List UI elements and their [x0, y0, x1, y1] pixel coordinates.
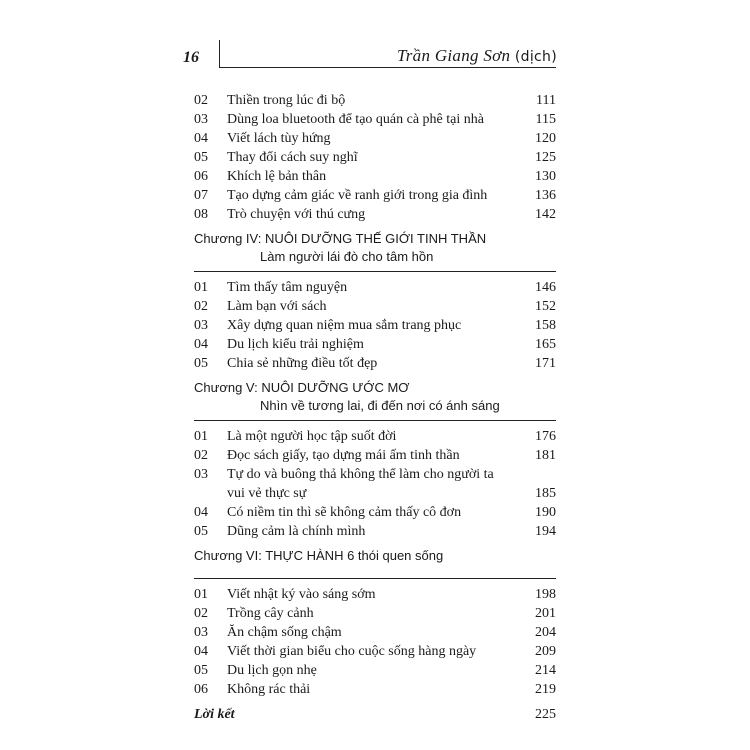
- entry-number: 05: [194, 524, 208, 539]
- toc-row: [194, 129, 556, 148]
- entry-title: Tạo dựng cảm giác về ranh giới trong gia đình: [227, 188, 488, 203]
- toc-row: [194, 465, 556, 484]
- entry-title: Không rác thải: [227, 682, 311, 697]
- toc-row: [194, 316, 556, 335]
- entry-page: 214: [535, 663, 556, 678]
- entry-title: Làm bạn với sách: [227, 299, 327, 314]
- entry-page: 115: [535, 112, 556, 127]
- entry-page: 176: [535, 429, 556, 444]
- author-name: Trần Giang Sơn: [396, 46, 511, 65]
- chapter-heading: [194, 541, 556, 573]
- outro-page: 225: [535, 707, 556, 722]
- entry-number: 05: [194, 150, 208, 165]
- toc-row: [194, 354, 556, 373]
- entry-page: 111: [536, 93, 556, 108]
- entry-page: 204: [535, 625, 556, 640]
- toc-row: [194, 585, 556, 604]
- entry-title: Viết nhật ký vào sáng sớm: [227, 587, 376, 602]
- page-number: 16: [183, 49, 199, 66]
- entry-page: 152: [535, 299, 556, 314]
- entry-page: [520, 465, 556, 484]
- entry-title: Đọc sách giấy, tạo dựng mái ấm tinh thần: [227, 448, 460, 463]
- entry-title: Tự do và buông thả không thể làm cho người ta: [227, 467, 494, 482]
- chapter-heading: [194, 373, 556, 415]
- toc-row: [194, 91, 556, 110]
- entry-title: Chia sẻ những điều tốt đẹp: [227, 356, 378, 371]
- entry-page: 136: [535, 188, 556, 203]
- entry-title: Dùng loa bluetooth để tạo quán cà phê tại nhà: [227, 112, 484, 127]
- entry-number: 02: [194, 606, 208, 621]
- toc-row: [194, 522, 556, 541]
- entry-title: vui vẻ thực sự: [227, 486, 307, 501]
- entry-title: Du lịch kiểu trải nghiệm: [227, 337, 364, 352]
- entry-number: 06: [194, 682, 208, 697]
- entry-title: Thay đổi cách suy nghĩ: [227, 150, 358, 165]
- toc-row: [194, 186, 556, 205]
- header-rule: [219, 67, 556, 68]
- entry-number: 03: [194, 112, 208, 127]
- header-title: [397, 46, 557, 66]
- entry-page: 181: [535, 448, 556, 463]
- entry-title: Khích lệ bản thân: [227, 169, 327, 184]
- entry-page: 209: [535, 644, 556, 659]
- entry-number: 02: [194, 93, 208, 108]
- entry-title: Tìm thấy tâm nguyện: [227, 280, 348, 295]
- entry-title: Có niềm tin thì sẽ không cảm thấy cô đơn: [227, 505, 462, 520]
- entry-page: 219: [535, 682, 556, 697]
- chapter-divider: [194, 420, 556, 421]
- entry-number: 01: [194, 587, 208, 602]
- entry-page: 194: [535, 524, 556, 539]
- entry-number: 05: [194, 663, 208, 678]
- entry-page: 146: [535, 280, 556, 295]
- chapter-title: Chương VI: THỰC HÀNH 6 thói quen sống: [194, 548, 444, 563]
- entry-page: 125: [535, 150, 556, 165]
- toc-row: [194, 297, 556, 316]
- entry-title: Xây dựng quan niệm mua sắm trang phục: [227, 318, 462, 333]
- outro-title: Lời kết: [194, 707, 235, 722]
- chapter-divider: [194, 578, 556, 579]
- entry-page: 130: [535, 169, 556, 184]
- toc-row: [194, 427, 556, 446]
- chapter-subtitle: Làm người lái đò cho tâm hồn: [260, 249, 434, 264]
- entry-page: 190: [535, 505, 556, 520]
- toc-row: [194, 110, 556, 129]
- chapter-heading: [194, 224, 556, 266]
- entry-number: 03: [194, 318, 208, 333]
- toc-row: [194, 604, 556, 623]
- entry-title: Du lịch gọn nhẹ: [227, 663, 317, 678]
- entry-title: Ăn chậm sống chậm: [227, 625, 342, 640]
- entry-page: 171: [535, 356, 556, 371]
- entry-number: 06: [194, 169, 208, 184]
- toc-row: [194, 623, 556, 642]
- entry-number: 08: [194, 207, 208, 222]
- entry-number: 04: [194, 505, 208, 520]
- entry-number: 01: [194, 429, 208, 444]
- entry-number: 04: [194, 337, 208, 352]
- entry-page: 198: [535, 587, 556, 602]
- toc-row-outro: [194, 699, 556, 725]
- entry-title: Trò chuyện với thú cưng: [227, 207, 366, 222]
- entry-title: Thiền trong lúc đi bộ: [227, 93, 346, 108]
- entry-number: 04: [194, 131, 208, 146]
- entry-number: 03: [194, 467, 208, 482]
- toc-row: [194, 446, 556, 465]
- entry-number: 07: [194, 188, 208, 203]
- entry-number: 02: [194, 299, 208, 314]
- toc-row: [194, 661, 556, 680]
- entry-title: Viết thời gian biểu cho cuộc sống hàng ngày: [227, 644, 477, 659]
- chapter-divider: [194, 271, 556, 272]
- toc-row: [194, 484, 556, 503]
- entry-page: 158: [535, 318, 556, 333]
- entry-page: 142: [535, 207, 556, 222]
- entry-number: 04: [194, 644, 208, 659]
- toc-row: [194, 642, 556, 661]
- entry-page: 120: [535, 131, 556, 146]
- toc-row: [194, 205, 556, 224]
- chapter-subtitle: Nhìn về tương lai, đi đến nơi có ánh sáng: [260, 398, 500, 413]
- entry-page: 185: [535, 486, 556, 501]
- entry-page: 165: [535, 337, 556, 352]
- chapter-title: Chương V: NUÔI DƯỠNG ƯỚC MƠ: [194, 380, 410, 395]
- entry-title: Trồng cây cảnh: [227, 606, 314, 621]
- translator-note: (dịch): [514, 49, 557, 65]
- toc-row: [194, 167, 556, 186]
- chapter-title: Chương IV: NUÔI DƯỠNG THẾ GIỚI TINH THẦN: [194, 231, 487, 246]
- toc-row: [194, 335, 556, 354]
- entry-number: 05: [194, 356, 208, 371]
- toc-row: [194, 680, 556, 699]
- entry-title: Dũng cảm là chính mình: [227, 524, 366, 539]
- entry-number: 02: [194, 448, 208, 463]
- entry-title: Là một người học tập suốt đời: [227, 429, 397, 444]
- toc-row: [194, 503, 556, 522]
- header-vertical-rule: [219, 40, 220, 68]
- table-of-contents: [194, 91, 556, 725]
- toc-row: [194, 278, 556, 297]
- entry-number: 01: [194, 280, 208, 295]
- entry-number: 03: [194, 625, 208, 640]
- entry-title: Viết lách tùy hứng: [227, 131, 331, 146]
- toc-row: [194, 148, 556, 167]
- entry-page: 201: [535, 606, 556, 621]
